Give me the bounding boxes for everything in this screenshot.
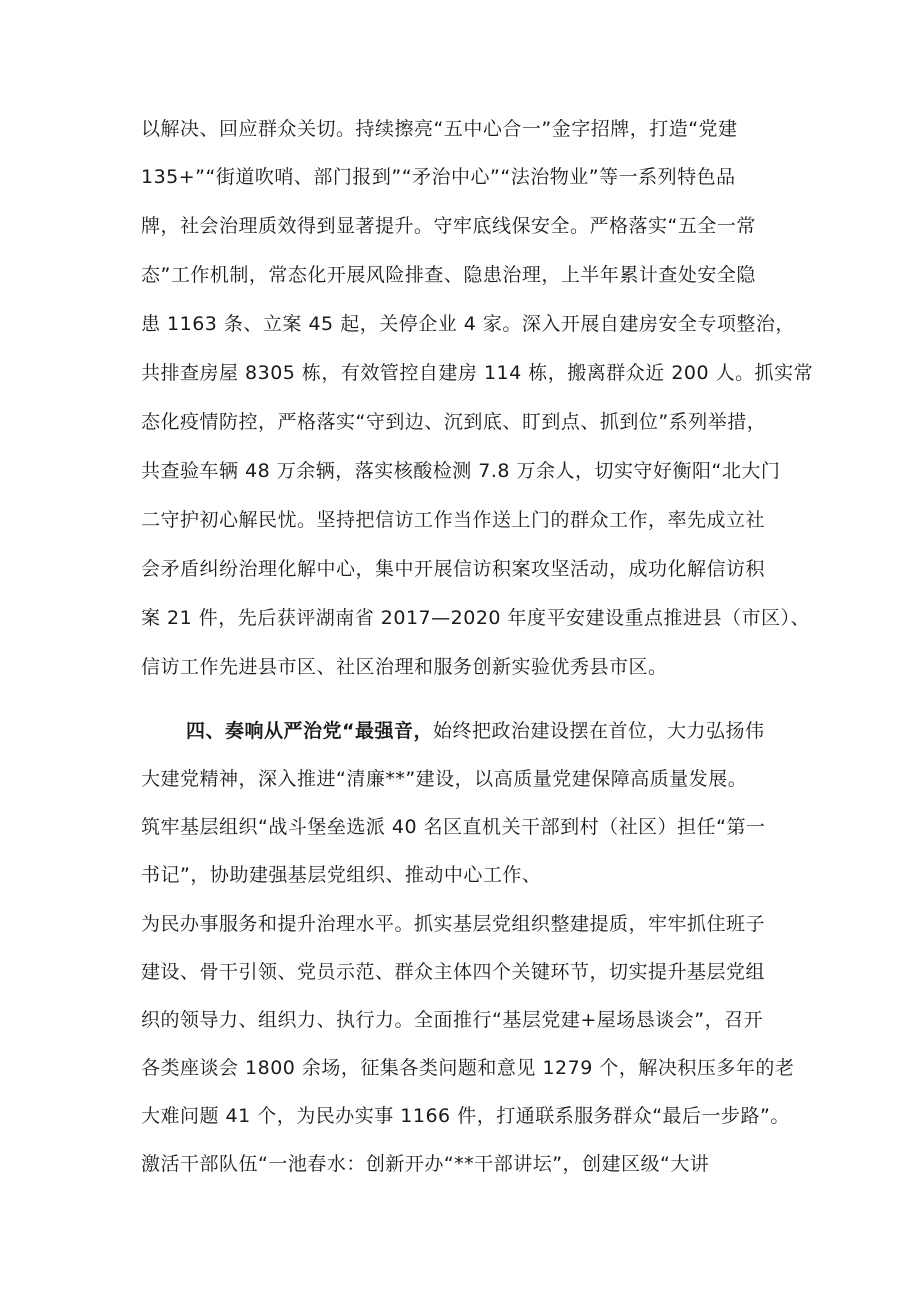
text-line: 书记”，协助建强基层党组织、推动中心工作、 <box>141 864 542 886</box>
text-line: 会矛盾纠纷治理化解中心，集中开展信访积案攻坚活动，成功化解信访积 <box>141 558 766 580</box>
text-line: 大建党精神，深入推进“清廉**”建设，以高质量党建保障高质量发展。 <box>141 768 748 790</box>
section-heading-line <box>186 718 765 744</box>
text-line: 大难问题 41 个，为民办实事 1166 件，打通联系服务群众“最后一步路”。 <box>141 1105 790 1127</box>
text-line: 患 1163 条、立案 45 起，关停企业 4 家。深入开展自建房安全专项整治， <box>141 313 795 335</box>
text-line: 135+”“街道吹哨、部门报到”“矛治中心”“法治物业”等一系列特色品 <box>141 166 736 188</box>
section-heading-rest: 始终把政治建设摆在首位，大力弘扬伟 <box>433 720 765 742</box>
text-line: 态”工作机制，常态化开展风险排查、隐患治理，上半年累计查处安全隐 <box>141 264 756 286</box>
text-line: 牌，社会治理质效得到显著提升。守牢底线保安全。严格落实“五全一常 <box>141 215 756 237</box>
text-line: 织的领导力、组织力、执行力。全面推行“基层党建+屋场恳谈会”，召开 <box>141 1009 764 1031</box>
text-line: 激活干部队伍“一池春水：创新开办“**干部讲坛”，创建区级“大讲 <box>141 1153 710 1175</box>
text-line: 态化疫情防控，严格落实“守到边、沉到底、盯到点、抓到位”系列举措， <box>141 411 767 433</box>
text-line: 为民办事服务和提升治理水平。抓实基层党组织整建提质，牢牢抓住班子 <box>141 913 766 935</box>
section-heading: 四、奏响从严治党“最强音， <box>186 720 433 742</box>
text-line: 信访工作先进县市区、社区治理和服务创新实验优秀县市区。 <box>141 656 668 678</box>
text-line: 案 21 件，先后获评湖南省 2017—2020 年度平安建设重点推进县（市区）、 <box>141 607 811 629</box>
text-line: 各类座谈会 1800 余场，征集各类问题和意见 1279 个，解决积压多年的老 <box>141 1057 795 1079</box>
text-line: 筑牢基层组织“战斗堡垒选派 40 名区直机关干部到村（社区）担任“第一 <box>141 816 766 838</box>
text-line: 共排查房屋 8305 栋，有效管控自建房 114 栋，搬离群众近 200 人。抓实常 <box>141 362 814 384</box>
text-line: 以解决、回应群众关切。持续擦亮“五中心合一”金字招牌，打造“党建 <box>141 118 738 140</box>
text-line: 建设、骨干引领、党员示范、群众主体四个关键环节，切实提升基层党组 <box>141 961 766 983</box>
text-line: 共查验车辆 48 万余辆，落实核酸检测 7.8 万余人，切实守好衡阳“北大门 <box>141 460 781 482</box>
text-line: 二守护初心解民忧。坚持把信访工作当作送上门的群众工作，率先成立社 <box>141 509 766 531</box>
